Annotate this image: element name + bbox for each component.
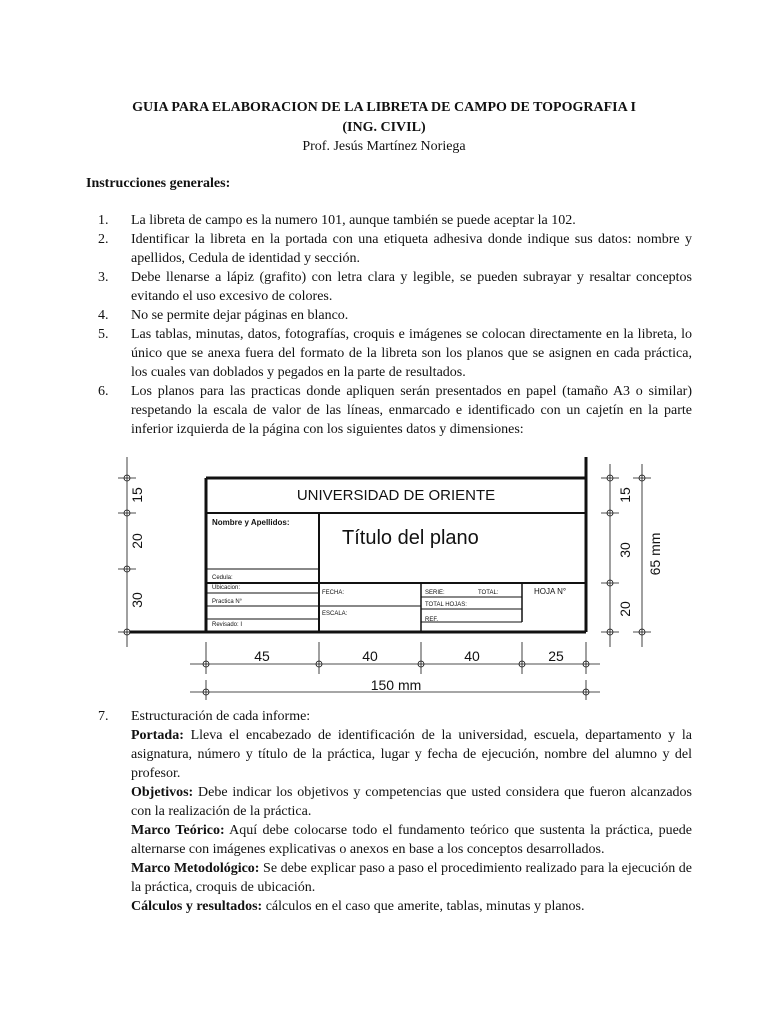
dim-right-20: 20 bbox=[617, 601, 633, 617]
escala-label: ESCALA: bbox=[322, 611, 348, 617]
cedula-label: Cedula: bbox=[212, 575, 233, 581]
dim-right-15: 15 bbox=[617, 487, 633, 503]
hoja-label: HOJA N° bbox=[534, 587, 567, 596]
cajetin-diagram bbox=[110, 452, 670, 700]
structure-title: Estructuración de cada informe: bbox=[131, 709, 311, 724]
total-hojas-label: TOTAL HOJAS: bbox=[425, 602, 467, 608]
serie-label: SERIE: bbox=[425, 590, 445, 596]
dim-left-30: 30 bbox=[129, 592, 145, 608]
list-item: 1. La libreta de campo es la numero 101, aunque también se puede aceptar la 102. bbox=[98, 213, 576, 228]
list-item: 2. Identificar la libreta en la portada con una etiqueta adhesiva donde indique sus datos: nombre y apellidos, Cedula de identidad y sección. bbox=[98, 232, 692, 266]
university-label: UNIVERSIDAD DE ORIENTE bbox=[296, 487, 496, 504]
dim-right-30: 30 bbox=[617, 542, 633, 558]
total-label: TOTAL: bbox=[478, 590, 499, 596]
section-marco-teorico: Marco Teórico: Aquí debe colocarse todo el fundamento teórico que sustenta la práctica, puede alternarse con imágenes explicativas o anexos en base a los conceptos desarrollados. bbox=[131, 823, 692, 857]
general-instructions-heading: Instrucciones generales: bbox=[86, 176, 231, 191]
document-subtitle: (ING. CIVIL) bbox=[342, 120, 426, 135]
section-marco-metodologico: Marco Metodológico: Se debe explicar paso a paso el procedimiento realizado para la ejecución de la práctica, croquis de ubicación. bbox=[131, 861, 693, 895]
report-structure bbox=[86, 707, 692, 916]
author: Prof. Jesús Martínez Noriega bbox=[302, 139, 466, 154]
ubicacion-label: Ubicacion: bbox=[212, 585, 241, 591]
list-item: 6. Los planos para las practicas donde apliquen serán presentados en papel (tamaño A3 o similar) respetando la escala de valor de las líneas, enmarcado e identificado con un cajetín en la parte inferior izquierda de la página con los siguientes datos y dimensiones: bbox=[98, 384, 692, 437]
revisado-label: Revisado: I bbox=[212, 622, 243, 628]
section-portada: Portada: Lleva el encabezado de identificación de la universidad, escuela, departamento y la asignatura, número y título de la práctica, lugar y fecha de ejecución, nombre del alumno y del profesor. bbox=[131, 728, 692, 781]
name-label: Nombre y Apellidos: bbox=[212, 518, 290, 527]
dim-bottom-25: 25 bbox=[548, 648, 564, 664]
dim-bottom-40a: 40 bbox=[362, 648, 378, 664]
section-calculos: Cálculos y resultados: cálculos en el caso que amerite, tablas, minutas y planos. bbox=[131, 899, 585, 914]
dim-bottom-40b: 40 bbox=[464, 648, 480, 664]
ref-label: REF. bbox=[425, 617, 439, 623]
list-item: 5. Las tablas, minutas, datos, fotografías, croquis e imágenes se colocan directamente en la libreta, lo único que se anexa fuera del formato de la libreta son los planos que se asignen en cada práctica, los cuales van doblados y pegados en la parte de resultados. bbox=[98, 327, 692, 380]
list-item: 4. No se permite dejar páginas en blanco. bbox=[98, 308, 349, 323]
dim-right-total: 65 mm bbox=[647, 532, 663, 576]
dim-left-20: 20 bbox=[129, 533, 145, 549]
document-title: GUIA PARA ELABORACION DE LA LIBRETA DE CAMPO DE TOPOGRAFIA I bbox=[132, 100, 636, 115]
general-instructions-list bbox=[86, 211, 692, 439]
plan-title: Título del plano bbox=[342, 527, 479, 549]
section-objetivos: Objetivos: Debe indicar los objetivos y competencias que usted considera que fueron alcanzados con la realización de la práctica. bbox=[131, 785, 692, 819]
dim-left-15: 15 bbox=[129, 487, 145, 503]
dim-bottom-total: 150 mm bbox=[370, 677, 422, 693]
practica-label: Practica N° bbox=[212, 599, 243, 605]
dim-bottom-45: 45 bbox=[254, 648, 270, 664]
list-item: 7. Estructuración de cada informe: Portada: Lleva el encabezado de identificación de la universidad, escuela, departamento y la asignatura, número y título de la práctica, lugar y fecha de ejecución, nombre del alumno y del profesor. Objetivos: Debe indicar los objetivos y competencias que usted considera que fueron alcanzados con la realización de la práctica. Marco Teórico: Aquí debe colocarse todo el fundamento teórico que sustenta la práctica, puede alternarse con imágenes explicativas o anexos en base a los conceptos desarrollados. Marco Metodológico: Se debe explicar paso a paso el procedimiento realizado para la ejecución de la práctica, croquis de ubicación. Cálculos y resultados: cálculos en el caso que amerite, tablas, minutas y planos. bbox=[98, 709, 693, 914]
list-item: 3. Debe llenarse a lápiz (grafito) con letra clara y legible, se pueden subrayar y resaltar conceptos evitando el uso excesivo de colores. bbox=[98, 270, 692, 304]
fecha-label: FECHA: bbox=[322, 590, 345, 596]
